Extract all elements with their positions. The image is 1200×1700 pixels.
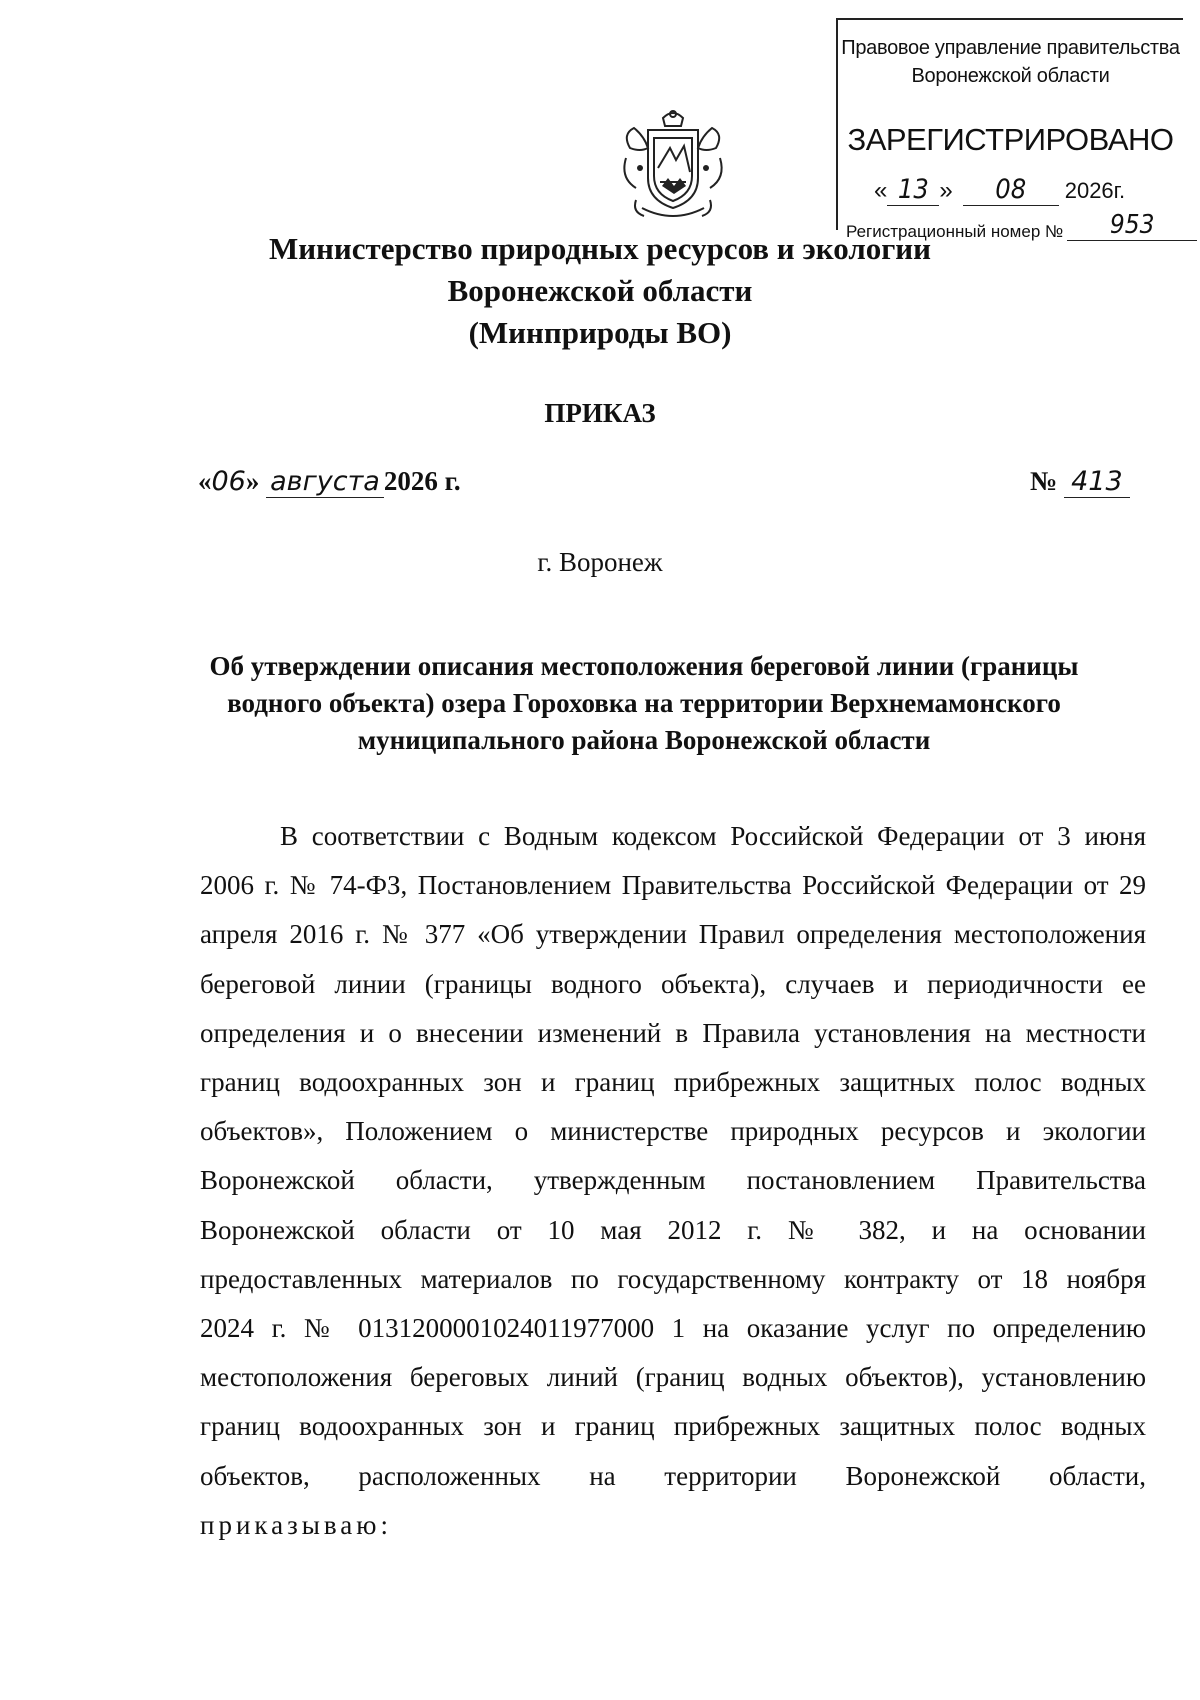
order-date-day: 06 <box>211 466 246 497</box>
ministry-header <box>0 228 1200 354</box>
ministry-name-line1: Министерство природных ресурсов и экологии <box>268 231 932 266</box>
registration-stamp <box>836 18 1183 241</box>
body-line: 2024 г. № 0131200001024011977000 1 на оказание услуг по определению <box>200 1313 1146 1344</box>
body-line: границ водоохранных зон и границ прибрежных защитных полос водных <box>200 1067 1146 1098</box>
order-date-year: 2026 г. <box>383 466 461 496</box>
stamp-org-line2: Воронежской области <box>911 65 1110 87</box>
stamp-reg-label: Регистрационный номер № <box>846 222 1064 241</box>
body-line: береговой линии (границы водного объекта), случаев и периодичности ее <box>200 968 1146 999</box>
body-line: границ водоохранных зон и границ прибрежных защитных полос водных <box>200 1411 1146 1442</box>
order-date-month: августа <box>266 466 384 498</box>
subject-line3: муниципального района Воронежской области <box>357 725 931 755</box>
body-line: Воронежской области, утвержденным постановлением Правительства <box>200 1165 1146 1196</box>
stamp-date-day: 13 <box>887 174 939 206</box>
body-line: апреля 2016 г. № 377 «Об утверждении Правил определения местоположения <box>200 919 1146 950</box>
order-number <box>1030 466 1130 498</box>
stamp-organization <box>838 34 1183 90</box>
stamp-status: ЗАРЕГИСТРИРОВАНО <box>847 122 1174 157</box>
body-line: определения и о внесении изменений в Правила установления на местности <box>200 1017 1146 1048</box>
stamp-date-year: 2026г. <box>1064 178 1126 203</box>
body-line: местоположения береговых линий (границ водных объектов), установлению <box>200 1362 1146 1393</box>
order-date <box>198 466 461 498</box>
stamp-reg-number: 953 <box>1067 210 1197 241</box>
order-title: ПРИКАЗ <box>544 398 656 428</box>
body-line: объектов, расположенных на территории Воронежской области, <box>200 1460 1146 1491</box>
stamp-org-line1: Правовое управление правительства <box>841 37 1180 59</box>
order-city: г. Воронеж <box>537 547 663 577</box>
order-body-paragraph <box>200 812 1146 1550</box>
stamp-date-close-quote: » <box>939 177 953 204</box>
body-line: 2006 г. № 74-ФЗ, Постановлением Правительства Российской Федерации от 29 <box>200 870 1146 901</box>
subject-line1: Об утверждении описания местоположения береговой линии (границы <box>209 651 1079 681</box>
ministry-name-line2: Воронежской области <box>447 273 753 308</box>
order-subject <box>200 648 1088 759</box>
stamp-date-open-quote: « <box>874 177 888 204</box>
order-number-value: 413 <box>1064 466 1130 498</box>
coat-of-arms-icon <box>618 108 728 224</box>
body-line: В соответствии с Водным кодексом Российской Федерации от 3 июня <box>280 821 1146 851</box>
stamp-date <box>874 174 1125 206</box>
order-number-label: № <box>1030 466 1058 496</box>
order-date-open-quote: « <box>198 466 212 496</box>
body-line: предоставленных материалов по государственному контракту от 18 ноября <box>200 1263 1146 1294</box>
subject-line2: водного объекта) озера Гороховка на территории Верхнемамонского <box>227 688 1061 718</box>
order-date-close-quote: » <box>245 466 260 496</box>
stamp-date-month: 08 <box>963 174 1059 206</box>
body-line: Воронежской области от 10 мая 2012 г. № 382, и на основании <box>200 1214 1146 1245</box>
body-line-decree: приказываю: <box>200 1509 392 1540</box>
ministry-abbreviation: (Минприроды ВО) <box>468 315 732 350</box>
body-line: объектов», Положением о министерстве природных ресурсов и экологии <box>200 1116 1146 1147</box>
